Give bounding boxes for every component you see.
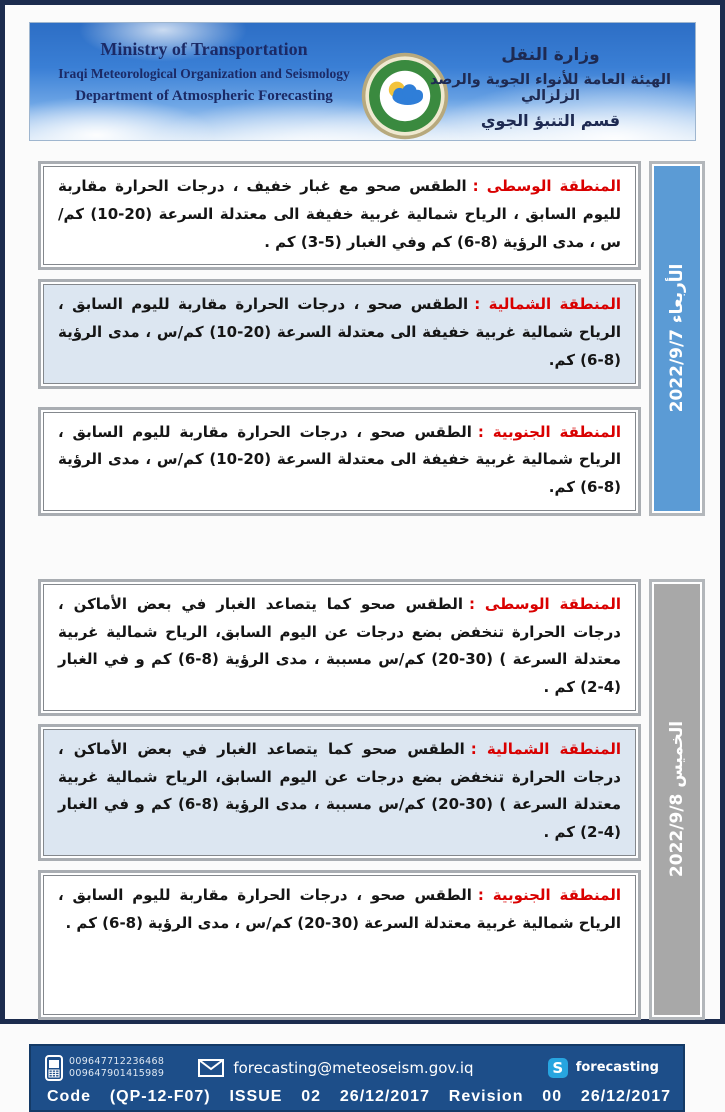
organization-name-en: Iraqi Meteorological Organization and Seismology bbox=[58, 66, 350, 81]
ministry-title-ar bbox=[418, 45, 683, 130]
date-label: الأربعاء 2022/9/7 bbox=[667, 264, 687, 413]
ministry-name-ar: وزارة النقل bbox=[501, 45, 600, 65]
forecast-box-northern bbox=[38, 279, 641, 388]
email-envelope-icon bbox=[198, 1059, 224, 1077]
forecast-body: الطقس صحو ، درجات الحرارة مقاربة لليوم السابق ، الرياح شمالية غربية خفيفة الى معتدلة السرعة (20-10) كم/س ، مدى الرؤية (8-6) كم. bbox=[58, 295, 621, 369]
forecast-box-central bbox=[38, 579, 641, 716]
ministry-name-en: Ministry of Transportation bbox=[100, 39, 308, 59]
date-label: الخميس 2022/9/8 bbox=[667, 721, 687, 878]
department-name-ar: قسم التنبؤ الجوي bbox=[480, 111, 621, 130]
skype-block bbox=[548, 1058, 659, 1078]
forecast-boxes-thursday bbox=[38, 579, 641, 1020]
ministry-title-en bbox=[44, 39, 364, 105]
forecast-paragraph bbox=[58, 736, 621, 847]
forecast-box-southern bbox=[38, 870, 641, 1020]
day-section-wednesday bbox=[38, 161, 705, 516]
forecast-body: الطقس صحو ، درجات الحرارة مقاربة لليوم السابق ، الرياح شمالية غربية خفيفة الى معتدلة السرعة (20-10) كم/س ، مدى الرؤية (8-6) كم. bbox=[58, 422, 621, 496]
region-label: المنطقة الوسطى : bbox=[469, 594, 621, 613]
forecast-paragraph bbox=[58, 173, 621, 256]
skype-name: forecasting bbox=[575, 1060, 659, 1076]
forecast-body: الطقس صحو كما يتصاعد الغبار في بعض الأماكن ، درجات الحرارة تنخفض بضع درجات عن اليوم السابق، الرياح شمالية غربية معتدلة السرعة ) (30-20) كم/س مسببة ، مدى الرؤية (8-6) كم و في الغبار (4-2) كم . bbox=[58, 739, 621, 841]
region-label: المنطقة الجنوبية : bbox=[477, 422, 621, 441]
forecast-box-southern bbox=[38, 407, 641, 516]
forecast-paragraph bbox=[58, 882, 621, 938]
forecast-body: الطقس صحو ، درجات الحرارة مقاربة لليوم السابق ، الرياح شمالية غربية معتدلة السرعة (30-20) كم/س ، مدى الرؤية (8-6) كم . bbox=[58, 885, 621, 932]
header-banner bbox=[29, 22, 696, 141]
forecast-paragraph bbox=[58, 591, 621, 702]
email-address: forecasting@meteoseism.gov.iq bbox=[233, 1058, 474, 1077]
forecast-body: الطقس صحو كما يتصاعد الغبار في بعض الأماكن ، درجات الحرارة تنخفض بضع درجات عن اليوم السابق، الرياح شمالية غربية معتدلة السرعة ) (30-20) كم/س مسببة ، مدى الرؤية (8-6) كم و في الغبار (4-2) كم . bbox=[58, 594, 621, 696]
region-label: المنطقة الوسطى : bbox=[472, 177, 622, 195]
phone-block bbox=[45, 1055, 164, 1081]
phone-number-2: 009647901415989 bbox=[69, 1067, 165, 1079]
email-block bbox=[198, 1059, 473, 1077]
forecast-paragraph bbox=[58, 419, 621, 502]
footer-contact-bar bbox=[29, 1044, 685, 1112]
region-label: المنطقة الجنوبية : bbox=[477, 885, 621, 904]
forecast-box-central bbox=[38, 161, 641, 270]
forecast-box-northern bbox=[38, 724, 641, 861]
document-code-line: Code (QP-12-F07) ISSUE 02 26/12/2017 Revision 00 26/12/2017 bbox=[47, 1087, 671, 1105]
skype-icon: S bbox=[548, 1058, 568, 1078]
mobile-phone-icon bbox=[45, 1055, 63, 1081]
forecast-body: الطقس صحو مع غبار خفيف ، درجات الحرارة مقاربة لليوم السابق ، الرياح شمالية غربية خفيفة الى معتدلة السرعة (20-10) كم/س ، مدى الرؤية (8-6) كم وفي الغبار (5-3) كم . bbox=[58, 177, 621, 251]
date-sidebar-thursday bbox=[649, 579, 705, 1020]
region-label: المنطقة الشمالية : bbox=[474, 295, 622, 314]
date-sidebar-wednesday bbox=[649, 161, 705, 516]
department-name-en: Department of Atmospheric Forecasting bbox=[75, 88, 333, 104]
phone-number-1: 009647712236468 bbox=[69, 1056, 165, 1068]
forecast-boxes-wednesday bbox=[38, 161, 641, 516]
region-label: المنطقة الشمالية : bbox=[470, 739, 621, 758]
forecast-paragraph bbox=[58, 291, 621, 374]
organization-name-ar: الهيئة العامة للأنواء الجوية والرصد الزلزالي bbox=[429, 72, 672, 104]
day-section-thursday bbox=[38, 579, 705, 1020]
